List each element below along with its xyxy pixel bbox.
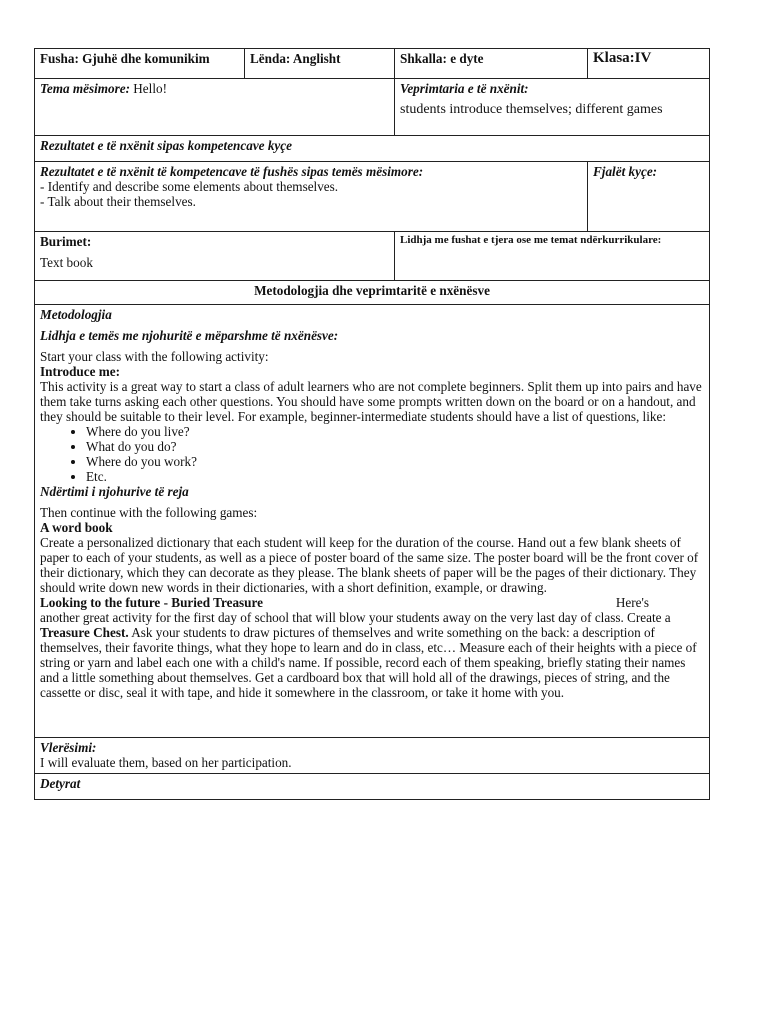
veprimtaria-label: Veprimtaria e të nxënit: [400,81,529,96]
rezultatet-kyce-label: Rezultatet e të nxënit sipas kompetencave kyçe [35,136,710,162]
vleresimi-row [35,738,710,774]
future-text-2: Ask your students to draw pictures of themselves and write something on the back: a description of themselves, their favorite things, what they hope to learn and do in class, etc… Measure each of their heights with a piece of string or yarn and label each one with a child's name. If possible, record each of them speaking, briefly stating their names and a little something about themselves. Get a cardboard box that will hold all of the drawings, pieces of string, and the cassette or disc, seal it with tape, and hide it somewhere in the classroom, or take it home with you. [40,625,697,700]
burimet-cell [35,232,395,281]
metodologjia-title-row [35,281,710,305]
rezultatet-fushes-cell [35,162,588,232]
lenda-cell: Lënda: Anglisht [245,49,395,79]
introduce-title: Introduce me: [40,364,120,379]
vleresimi-cell [35,738,710,774]
veprimtaria-value: students introduce themselves; different games [400,102,663,117]
burimet-value: Text book [40,255,93,270]
questions-list [40,424,704,484]
fjalet-cell [588,162,710,232]
lidhja-teme-label: Lidhja e temës me njohuritë e mëparshme të nxënësve: [40,328,339,343]
tema-cell [35,79,395,136]
header-row [35,49,710,79]
veprimtaria-cell [395,79,710,136]
detyrat-row [35,774,710,800]
lidhja-cell [395,232,710,281]
shkalla-cell: Shkalla: e dyte [395,49,588,79]
word-book-text: Create a personalized dictionary that each student will keep for the duration of the course. Hand out a few blank sheets of paper to each of your students, as well as a piece of poster board of the same size. The poster board will be the front cover of their dictionary, which they can decorate as they please. The blank sheets of paper will be the pages of their dictionary. They should write down new words in their dictionaries, with a short definition, example, or drawing. [40,535,699,595]
fusha-cell: Fusha: Gjuhë dhe komunikim [35,49,245,79]
tema-label: Tema mësimore: [40,81,130,96]
start-text: Start your class with the following activity: [40,349,269,364]
rezultatet-item: - Talk about their themselves. [40,194,196,209]
vleresimi-value: I will evaluate them, based on her participation. [40,755,292,770]
future-title: Looking to the future - Buried Treasure [40,595,263,610]
future-line [40,595,704,610]
treasure-chest: Treasure Chest. [40,625,129,640]
list-item: • Where do you live? [86,424,704,439]
rezultatet-fushes-label: Rezultatet e të nxënit të kompetencave të fushës sipas temës mësimore: [40,164,424,179]
future-text-1: another great activity for the first day of school that will blow your students away on the very last day of class. Create a [40,610,671,625]
list-item: • What do you do? [86,439,704,454]
vleresimi-label: Vlerësimi: [40,740,97,755]
word-book-title: A word book [40,520,113,535]
rezultatet-item: - Identify and describe some elements about themselves. [40,179,339,194]
tema-value: Hello! [129,81,167,96]
burimet-label: Burimet: [40,234,92,249]
continue-text: Then continue with the following games: [40,505,258,520]
list-item: • Etc. [86,469,704,484]
metodologjia-label: Metodologjia [40,307,112,322]
fjalet-label: Fjalët kyçe: [593,164,658,179]
metodologjia-row [35,305,710,738]
list-item: • Where do you work? [86,454,704,469]
tema-row [35,79,710,136]
future-here: Here's [615,595,649,610]
ndertimi-label: Ndërtimi i njohurive të reja [40,484,189,499]
lesson-plan-document [34,48,709,800]
lesson-plan-table [34,48,710,800]
klasa-cell: Klasa:IV [588,49,710,79]
future-text [40,610,704,700]
rezultatet-fushes-row [35,162,710,232]
metodologjia-title: Metodologjia dhe veprimtaritë e nxënësve [35,281,710,305]
introduce-text: This activity is a great way to start a class of adult learners who are not complete beginners. Split them up into pairs and have them take turns asking each other questions. You should have some prompts written down on the board or on a handout, and they should be suitable to their level. For example, beginner-intermediate students should have a list of questions, like: [40,379,702,424]
metodologjia-cell [35,305,710,738]
lidhja-label: Lidhja me fushat e tjera ose me temat ndërkurrikulare: [400,234,662,246]
burimet-row [35,232,710,281]
detyrat-label: Detyrat [35,774,710,800]
rezultatet-kyce-row [35,136,710,162]
